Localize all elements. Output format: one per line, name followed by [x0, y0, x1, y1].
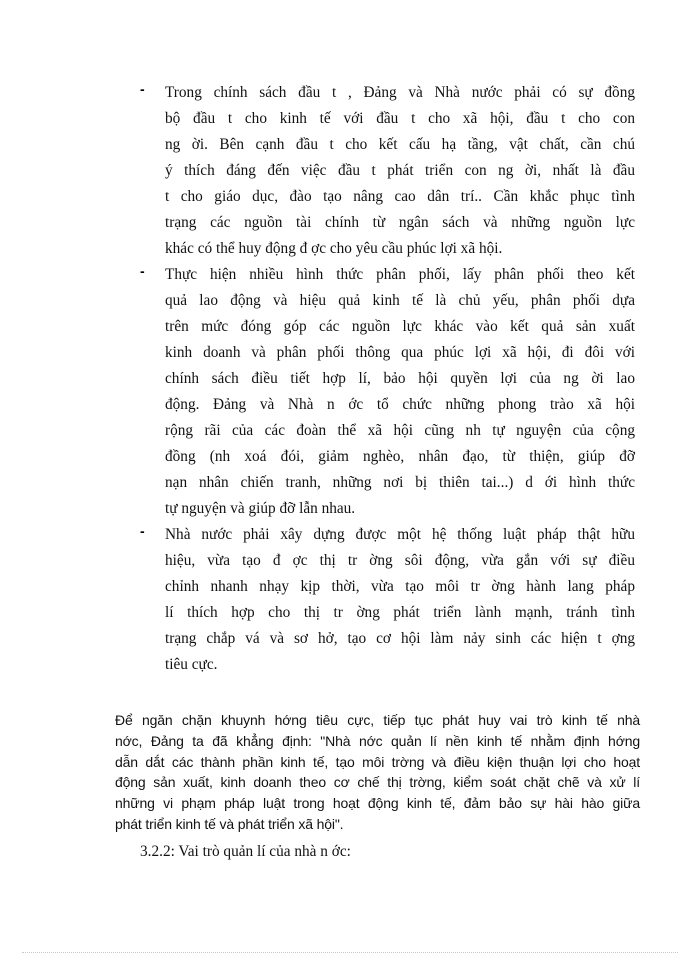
text-line: trên mức đóng góp các nguồn lực khác vào kết quả sản xuất: [165, 318, 635, 335]
paragraph-line: phát triển kinh tế và phát triển xã hội".: [115, 815, 344, 832]
text-line: Thực hiện nhiều hình thức phân phối, lấy phân phối theo kết: [165, 266, 635, 283]
text-line: trạng các nguồn tài chính từ ngân sách và những nguồn lực: [165, 214, 635, 231]
text-line: ng ời. Bên cạnh đầu t cho kết cấu hạ tầng, vật chất, cần chú: [165, 136, 635, 153]
text-line: quả lao động và hiệu quả kinh tế là chủ yếu, phân phối dựa: [165, 292, 635, 309]
text-line: khác có thể huy động đ ợc cho yêu cầu phúc lợi xã hội.: [165, 240, 503, 257]
text-line: trạng chắp vá và sơ hở, tạo cơ hội làm nảy sinh các hiện t ợng: [165, 630, 635, 647]
text-line: bộ đầu t cho kinh tế với đầu t cho xã hội, đầu t cho con: [165, 110, 635, 127]
bullet-list: [140, 80, 635, 678]
bullet-marker: -: [140, 263, 145, 279]
paragraph-line: dẫn dắt các thành phần kinh tế, tạo môi trờng và điều kiện thuận lợi cho hoạt: [115, 753, 640, 770]
paragraph-line: Để ngăn chặn khuynh hớng tiêu cực, tiếp tục phát huy vai trò kinh tế nhà: [115, 712, 640, 728]
section-heading: 3.2.2: Vai trò quản lí của nhà n ớc:: [140, 843, 351, 860]
bullet-marker: -: [140, 523, 145, 539]
text-line: rộng rãi của các đoàn thể xã hội cũng nh tự nguyện của cộng: [165, 422, 635, 439]
text-line: động. Đảng và Nhà n ớc tổ chức những phong trào xã hội: [165, 396, 635, 413]
text-line: chỉnh nhanh nhạy kịp thời, vừa tạo môi tr ờng hành lang pháp: [165, 578, 635, 595]
text-line: hiệu, vừa tạo đ ợc thị tr ờng sôi động, vừa gắn với sự điều: [165, 552, 635, 569]
body-paragraph: [115, 710, 640, 835]
text-line: Nhà nước phải xây dựng được một hệ thống luật pháp thật hữu: [165, 526, 635, 543]
text-line: lí thích hợp cho thị tr ờng phát triển lành mạnh, tránh tình: [165, 604, 635, 621]
text-line: Trong chính sách đầu t , Đảng và Nhà nước phải có sự đồng: [165, 84, 635, 101]
text-line: chính sách điều tiết hợp lí, bảo hội quyền lợi của ng ời lao: [165, 370, 635, 387]
bullet-item: [140, 80, 635, 262]
text-line: t cho giáo dục, đào tạo nâng cao dân trí.. Cần khắc phục tình: [165, 188, 635, 205]
text-line: đồng (nh xoá đói, giảm nghèo, nhân đạo, từ thiện, giúp đỡ: [165, 448, 635, 465]
bullet-item: [140, 522, 635, 678]
bullet-marker: -: [140, 81, 145, 97]
text-line: kinh doanh và phân phối thông qua phúc lợi xã hội, đi đôi với: [165, 344, 635, 361]
page-bottom-rule: [22, 952, 678, 953]
text-line: tiêu cực.: [165, 656, 218, 673]
text-line: nạn nhân chiến tranh, những nơi bị thiên tai...) d ới hình thức: [165, 474, 635, 491]
text-line: ý thích đáng đến việc đầu t phát triển con ng ời, nhất là đầu: [165, 162, 635, 179]
paragraph-line: động sản xuất, kinh doanh theo cơ chế thị trờng, kiểm soát chặt chẽ và xử lí: [115, 774, 640, 791]
bullet-item: [140, 262, 635, 522]
paragraph-line: những vi phạm pháp luật trong hoạt động kinh tế, đảm bảo sự hài hào giữa: [115, 795, 640, 812]
text-line: tự nguyện và giúp đỡ lẫn nhau.: [165, 500, 356, 517]
paragraph-line: nớc, Đảng ta đã khẳng định: "Nhà nớc quản lí nền kinh tế nhằm định hớng: [115, 732, 640, 749]
